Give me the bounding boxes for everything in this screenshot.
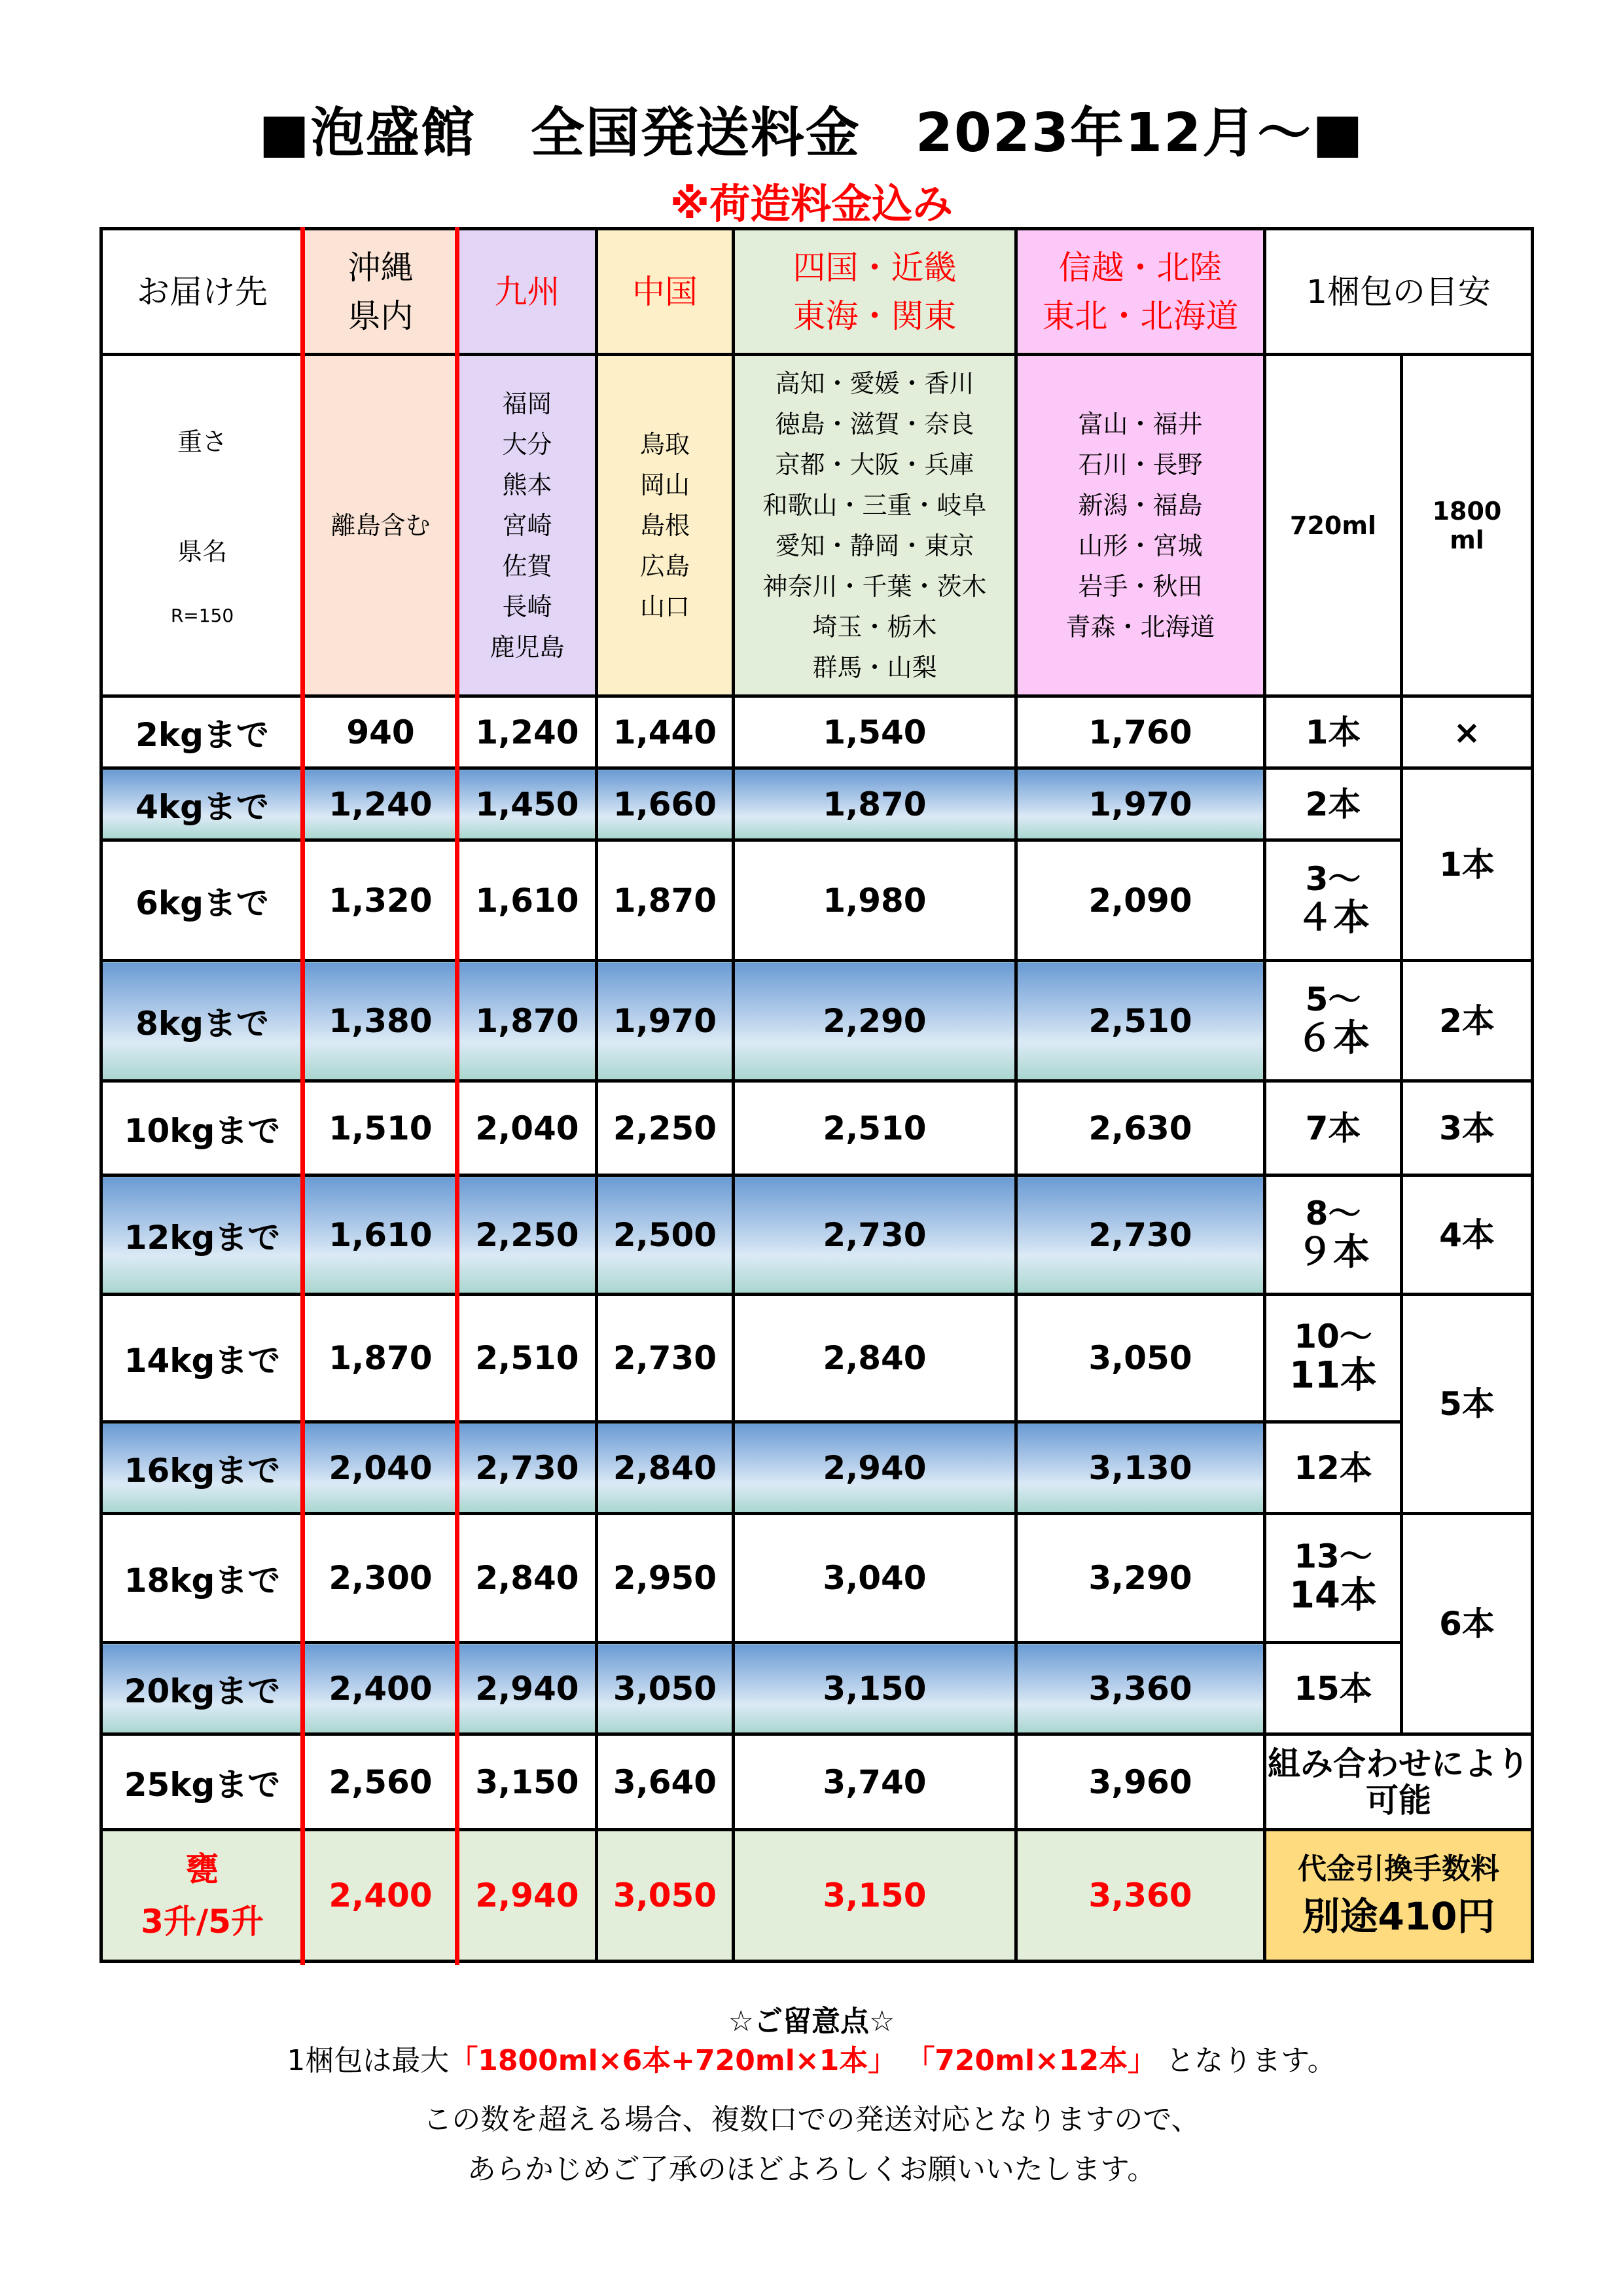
pref-item: 大分 <box>502 429 552 459</box>
guide-1800ml: 2本 <box>1402 961 1533 1081</box>
header-shikoku-line2: 東海・関東 <box>793 296 957 335</box>
pref-item: 新潟・福島 <box>1078 490 1203 520</box>
guide-720ml <box>1265 1295 1402 1422</box>
price-shinetsu: 2,630 <box>1016 1081 1265 1175</box>
pref-item: 山形・宮城 <box>1078 531 1203 560</box>
weight-cell: 4kgまで <box>101 768 304 840</box>
price-shikoku: 1,540 <box>734 696 1016 768</box>
price-okinawa: 2,300 <box>304 1514 458 1643</box>
pref-item: 徳島・滋賀・奈良 <box>775 409 974 439</box>
price-okinawa: 2,400 <box>304 1643 458 1734</box>
pref-item: 高知・愛媛・香川 <box>775 368 974 398</box>
guide-line2: ９本 <box>1296 1230 1370 1274</box>
header-shikoku-line1: 四国・近畿 <box>793 248 957 287</box>
price-shikoku: 3,740 <box>734 1734 1016 1830</box>
pref-item: 鳥取 <box>639 429 690 459</box>
header-destination: お届け先 <box>101 229 304 355</box>
okinawa-column-right-border <box>455 227 459 1965</box>
guide-720ml <box>1265 1514 1402 1643</box>
guide-1800ml: 3本 <box>1402 1081 1533 1175</box>
price-shinetsu: 3,360 <box>1016 1643 1265 1734</box>
jar-label-line2: 3升/5升 <box>141 1903 264 1941</box>
price-kyushu: 1,610 <box>458 840 597 961</box>
guide-1800ml: 4本 <box>1402 1175 1533 1295</box>
pref-item: 石川・長野 <box>1078 450 1203 479</box>
header-kyushu: 九州 <box>458 229 597 355</box>
price-kyushu: 1,450 <box>458 768 597 840</box>
guide-1800ml: 1本 <box>1402 768 1533 961</box>
pref-item: 宮崎 <box>502 511 552 540</box>
pref-item: 島根 <box>639 511 690 540</box>
shipping-rate-table <box>99 227 1534 1963</box>
pref-item: 山口 <box>639 592 690 621</box>
price-kyushu: 2,840 <box>458 1514 597 1643</box>
guide-line1: 5〜 <box>1305 980 1361 1018</box>
pref-item: 神奈川・千葉・茨木 <box>762 571 987 601</box>
guide-line2: 14本 <box>1289 1574 1377 1617</box>
price-shikoku: 2,940 <box>734 1422 1016 1514</box>
guide-720ml: 7本 <box>1265 1081 1402 1175</box>
price-shinetsu: 3,050 <box>1016 1295 1265 1422</box>
header-okinawa-line2: 県内 <box>348 296 414 335</box>
price-chugoku: 1,870 <box>597 840 734 961</box>
weight-prefecture-label <box>101 355 304 696</box>
pref-item: 群馬・山梨 <box>812 653 937 682</box>
table-row <box>101 1514 1533 1643</box>
pref-item: 長崎 <box>502 592 552 621</box>
price-chugoku: 1,660 <box>597 768 734 840</box>
price-kyushu: 2,510 <box>458 1295 597 1422</box>
weight-cell: 10kgまで <box>101 1081 304 1175</box>
pref-item: 岩手・秋田 <box>1078 571 1203 601</box>
price-shikoku: 3,040 <box>734 1514 1016 1643</box>
chugoku-prefectures <box>597 355 734 696</box>
guide-720ml: 1本 <box>1265 696 1402 768</box>
price-kyushu: 2,040 <box>458 1081 597 1175</box>
price-shinetsu: 2,730 <box>1016 1175 1265 1295</box>
guide-720ml: 12本 <box>1265 1422 1402 1514</box>
price-shikoku: 3,150 <box>734 1643 1016 1734</box>
price-shinetsu: 3,130 <box>1016 1422 1265 1514</box>
header-okinawa-line1: 沖縄 <box>348 248 414 287</box>
guide-line2: ６本 <box>1296 1016 1370 1060</box>
price-okinawa: 1,380 <box>304 961 458 1081</box>
jar-price-shikoku: 3,150 <box>734 1830 1016 1962</box>
pref-item: 埼玉・栃木 <box>812 612 937 641</box>
notes-line1-d: となります。 <box>1166 2044 1336 2077</box>
guide-line1: 8〜 <box>1305 1194 1361 1232</box>
guide-combination <box>1265 1734 1533 1830</box>
guide-720ml <box>1265 840 1402 961</box>
jar-price-okinawa: 2,400 <box>304 1830 458 1962</box>
header-shinetsu-line2: 東北・北海道 <box>1042 296 1239 335</box>
header-shinetsu-hokuriku-tohoku-hokkaido <box>1016 229 1265 355</box>
price-shikoku: 2,290 <box>734 961 1016 1081</box>
guide-line2: 11本 <box>1289 1354 1377 1397</box>
price-chugoku: 2,730 <box>597 1295 734 1422</box>
pref-item: 和歌山・三重・岐阜 <box>762 490 987 520</box>
table-row <box>101 1422 1533 1514</box>
table-row <box>101 1175 1533 1295</box>
column-1800ml-line2: ml <box>1450 525 1484 554</box>
kyushu-prefectures <box>458 355 597 696</box>
price-okinawa: 940 <box>304 696 458 768</box>
pref-item: 岡山 <box>639 470 690 499</box>
shinetsu-tohoku-prefectures <box>1016 355 1265 696</box>
price-chugoku: 2,840 <box>597 1422 734 1514</box>
notes-line2: この数を超える場合、複数口での発送対応となりますので、 <box>423 2103 1200 2136</box>
price-kyushu: 2,250 <box>458 1175 597 1295</box>
cod-fee-cell <box>1265 1830 1533 1962</box>
price-shikoku: 2,510 <box>734 1081 1016 1175</box>
price-shinetsu: 3,290 <box>1016 1514 1265 1643</box>
price-okinawa: 2,040 <box>304 1422 458 1514</box>
guide-1800ml: × <box>1402 696 1533 768</box>
header-okinawa <box>304 229 458 355</box>
price-kyushu: 1,240 <box>458 696 597 768</box>
price-chugoku: 3,050 <box>597 1643 734 1734</box>
weight-cell: 16kgまで <box>101 1422 304 1514</box>
jar-price-chugoku: 3,050 <box>597 1830 734 1962</box>
price-shinetsu: 1,760 <box>1016 696 1265 768</box>
guide-line1: 3〜 <box>1305 859 1361 898</box>
guide-line1: 10〜 <box>1294 1318 1372 1355</box>
weight-cell: 6kgまで <box>101 840 304 961</box>
weight-cell: 25kgまで <box>101 1734 304 1830</box>
guide-combination-line2: 可能 <box>1366 1781 1431 1820</box>
table-row <box>101 768 1533 840</box>
cod-fee-amount: 別途410円 <box>1302 1894 1495 1939</box>
weight-cell: 20kgまで <box>101 1643 304 1734</box>
price-okinawa: 1,320 <box>304 840 458 961</box>
prefecture-row <box>101 355 1533 696</box>
price-chugoku: 2,250 <box>597 1081 734 1175</box>
guide-720ml <box>1265 961 1402 1081</box>
header-row <box>101 229 1533 355</box>
price-okinawa: 2,560 <box>304 1734 458 1830</box>
table-row <box>101 1295 1533 1422</box>
notes-line3: あらかじめご了承のほどよろしくお願いいたします。 <box>467 2153 1156 2186</box>
notes-line1 <box>0 2037 1623 2079</box>
price-shikoku: 2,840 <box>734 1295 1016 1422</box>
pref-item: 愛知・静岡・東京 <box>775 531 974 560</box>
pref-item: 鹿児島 <box>490 632 565 662</box>
table-row <box>101 840 1533 961</box>
notes-heading: ☆ご留意点☆ <box>728 2005 895 2038</box>
guide-720ml: 15本 <box>1265 1643 1402 1734</box>
column-1800ml <box>1402 355 1533 696</box>
weight-cell: 18kgまで <box>101 1514 304 1643</box>
header-package-guide: 1梱包の目安 <box>1265 229 1533 355</box>
table-row <box>101 1643 1533 1734</box>
price-kyushu: 2,730 <box>458 1422 597 1514</box>
guide-line1: 13〜 <box>1294 1537 1372 1575</box>
jar-row <box>101 1830 1533 1962</box>
price-shikoku: 2,730 <box>734 1175 1016 1295</box>
pref-item: 福岡 <box>502 389 552 418</box>
pref-item: 広島 <box>639 551 690 581</box>
table-row <box>101 696 1533 768</box>
price-okinawa: 1,510 <box>304 1081 458 1175</box>
price-chugoku: 2,950 <box>597 1514 734 1643</box>
pref-item: 青森・北海道 <box>1065 612 1215 641</box>
table-row <box>101 1081 1533 1175</box>
prefecture-label: 県名 <box>177 537 227 566</box>
jar-label-line1: 甕 <box>186 1850 219 1888</box>
price-kyushu: 2,940 <box>458 1643 597 1734</box>
table-row <box>101 961 1533 1081</box>
price-chugoku: 3,640 <box>597 1734 734 1830</box>
okinawa-column-left-border <box>300 227 305 1965</box>
pref-item: 熊本 <box>502 470 552 499</box>
price-okinawa: 1,240 <box>304 768 458 840</box>
header-shikoku-kinki-tokai-kanto <box>734 229 1016 355</box>
price-kyushu: 1,870 <box>458 961 597 1081</box>
table-row <box>101 1734 1533 1830</box>
cod-fee-label: 代金引換手数料 <box>1298 1852 1499 1886</box>
header-chugoku: 中国 <box>597 229 734 355</box>
guide-1800ml: 5本 <box>1402 1295 1533 1514</box>
price-kyushu: 3,150 <box>458 1734 597 1830</box>
weight-cell: 2kgまで <box>101 696 304 768</box>
pref-item: 富山・福井 <box>1078 409 1203 439</box>
pref-item: 京都・大阪・兵庫 <box>775 450 974 479</box>
column-1800ml-line1: 1800 <box>1432 496 1502 526</box>
price-shinetsu: 3,960 <box>1016 1734 1265 1830</box>
pref-item: 佐賀 <box>502 551 552 581</box>
jar-price-shinetsu: 3,360 <box>1016 1830 1265 1962</box>
packing-fee-note: ※荷造料金込み <box>669 180 954 228</box>
price-shinetsu: 2,090 <box>1016 840 1265 961</box>
guide-combination-line1: 組み合わせにより <box>1268 1744 1529 1783</box>
guide-1800ml: 6本 <box>1402 1514 1533 1734</box>
notes-max-combo-2: 「720ml×12本」 <box>906 2044 1157 2077</box>
guide-line2: ４本 <box>1296 896 1370 939</box>
notes-max-combo-1: 「1800ml×6本+720ml×1本」 <box>449 2044 897 2077</box>
price-okinawa: 1,610 <box>304 1175 458 1295</box>
radius-label: R=150 <box>170 604 234 626</box>
jar-price-kyushu: 2,940 <box>458 1830 597 1962</box>
guide-720ml <box>1265 1175 1402 1295</box>
jar-label <box>101 1830 304 1962</box>
notes-line1-a: 1梱包は最大 <box>287 2044 450 2077</box>
weight-label: 重さ <box>177 427 227 456</box>
okinawa-prefectures: 離島含む <box>304 355 458 696</box>
weight-cell: 12kgまで <box>101 1175 304 1295</box>
price-shinetsu: 1,970 <box>1016 768 1265 840</box>
page-title: ■泡盛館 全国発送料金 2023年12月〜■ <box>259 102 1364 164</box>
weight-cell: 8kgまで <box>101 961 304 1081</box>
price-chugoku: 1,440 <box>597 696 734 768</box>
price-shikoku: 1,980 <box>734 840 1016 961</box>
price-shinetsu: 2,510 <box>1016 961 1265 1081</box>
price-okinawa: 1,870 <box>304 1295 458 1422</box>
price-chugoku: 2,500 <box>597 1175 734 1295</box>
header-shinetsu-line1: 信越・北陸 <box>1058 248 1222 287</box>
column-720ml: 720ml <box>1265 355 1402 696</box>
shikoku-kinki-prefectures <box>734 355 1016 696</box>
guide-720ml: 2本 <box>1265 768 1402 840</box>
price-shikoku: 1,870 <box>734 768 1016 840</box>
weight-cell: 14kgまで <box>101 1295 304 1422</box>
price-chugoku: 1,970 <box>597 961 734 1081</box>
